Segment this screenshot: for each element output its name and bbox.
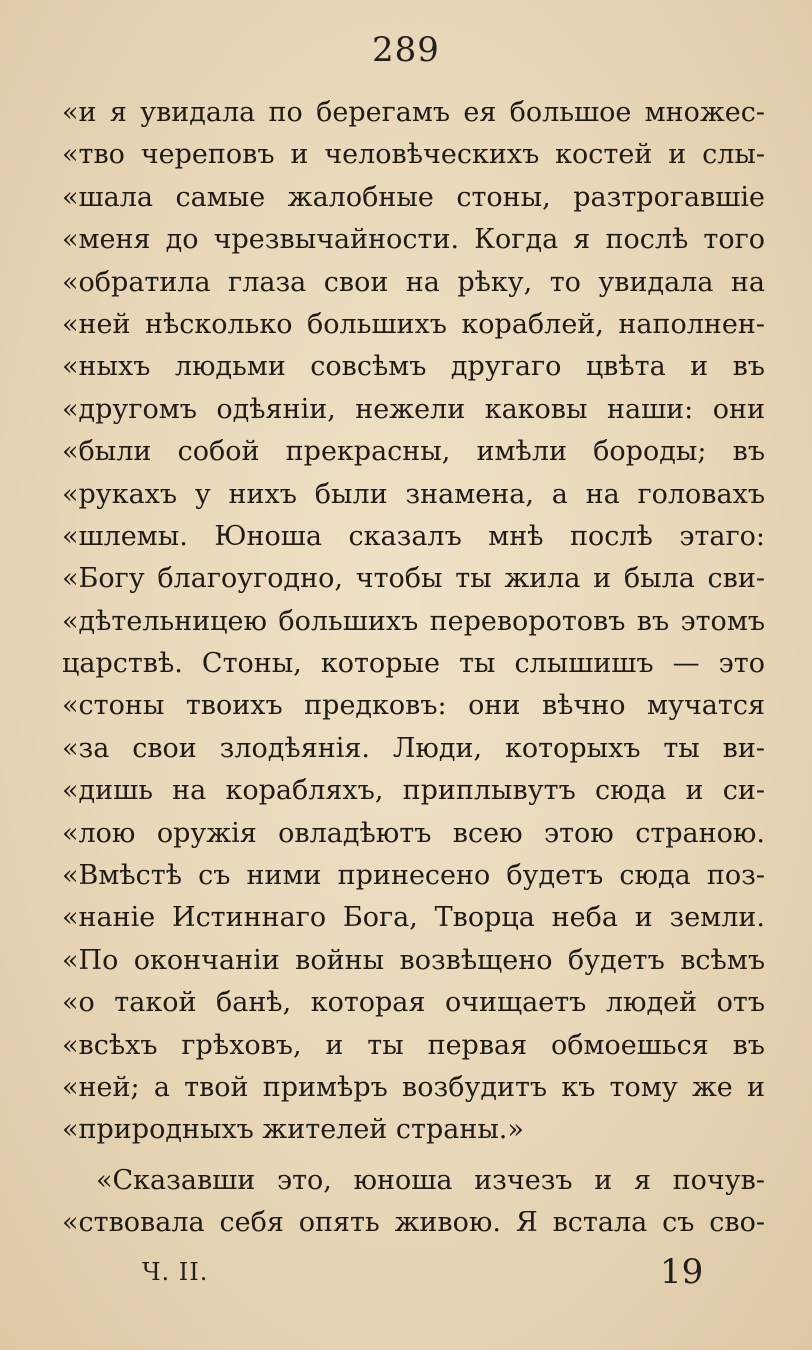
- text-line: «шлемы. Юноша сказалъ мнѣ послѣ этаго:: [62, 520, 765, 552]
- text-line: «Богу благоугодно, чтобы ты жила и была сви-: [62, 563, 765, 595]
- text-line: «рукахъ у нихъ были знамена, а на головахъ: [62, 478, 765, 510]
- text-line: «за свои злодѣянія. Люди, которыхъ ты ви-: [62, 732, 765, 764]
- text-line: «всѣхъ грѣховъ, и ты первая обмоешься въ: [62, 1029, 765, 1061]
- text-line: «ствовала себя опять живою. Я встала съ сво-: [62, 1207, 765, 1239]
- text-line: «ней нѣсколько большихъ кораблей, наполнен-: [62, 308, 765, 340]
- text-line: «По окончаніи войны возвѣщено будетъ всѣмъ: [62, 944, 765, 976]
- text-line: «другомъ одѣяніи, нежели каковы наши: они: [62, 393, 765, 425]
- text-line: «обратила глаза свои на рѣку, то увидала на: [62, 266, 765, 298]
- text-line: «ныхъ людьми совсѣмъ другаго цвѣта и въ: [62, 351, 765, 383]
- main-text: [62, 92, 765, 1245]
- text-line: «дишь на корабляхъ, приплывутъ сюда и си-: [62, 775, 765, 807]
- text-line: «Сказавши это, юноша изчезъ и я почув-: [96, 1164, 765, 1196]
- text-line: «наніе Истиннаго Бога, Творца неба и земли.: [62, 902, 765, 934]
- text-line: «ней; а твой примѣръ возбудитъ къ тому же и: [62, 1071, 765, 1103]
- text-line: «лою оружія овладѣютъ всею этою страною.: [62, 817, 765, 849]
- page-number: 289: [372, 30, 440, 70]
- signature-mark: Ч. II.: [142, 1258, 209, 1286]
- text-line: царствѣ. Стоны, которые ты слышишъ — это: [62, 648, 765, 680]
- text-line: «дѣтельницею большихъ переворотовъ въ этомъ: [62, 605, 765, 637]
- text-line: «были собой прекрасны, имѣли бороды; въ: [62, 436, 765, 468]
- page-footer: [62, 1252, 765, 1296]
- text-line: «и я увидала по берегамъ ея большое множес-: [62, 97, 765, 128]
- text-line: «меня до чрезвычайности. Когда я послѣ того: [62, 224, 765, 256]
- text-line: «шала самые жалобные стоны, разтрогавшіе: [62, 181, 765, 213]
- text-line: «стоны твоихъ предковъ: они вѣчно мучатся: [62, 690, 765, 722]
- text-line: «тво череповъ и человѣческихъ костей и слы-: [62, 139, 765, 171]
- text-line: «о такой банѣ, которая очищаетъ людей отъ: [62, 987, 765, 1019]
- text-line: «природныхъ жителей страны.»: [62, 1114, 524, 1146]
- sheet-number: 19: [660, 1252, 704, 1292]
- paragraph-gap: [62, 1152, 765, 1160]
- text-line: «Вмѣстѣ съ ними принесено будетъ сюда поз-: [62, 860, 765, 892]
